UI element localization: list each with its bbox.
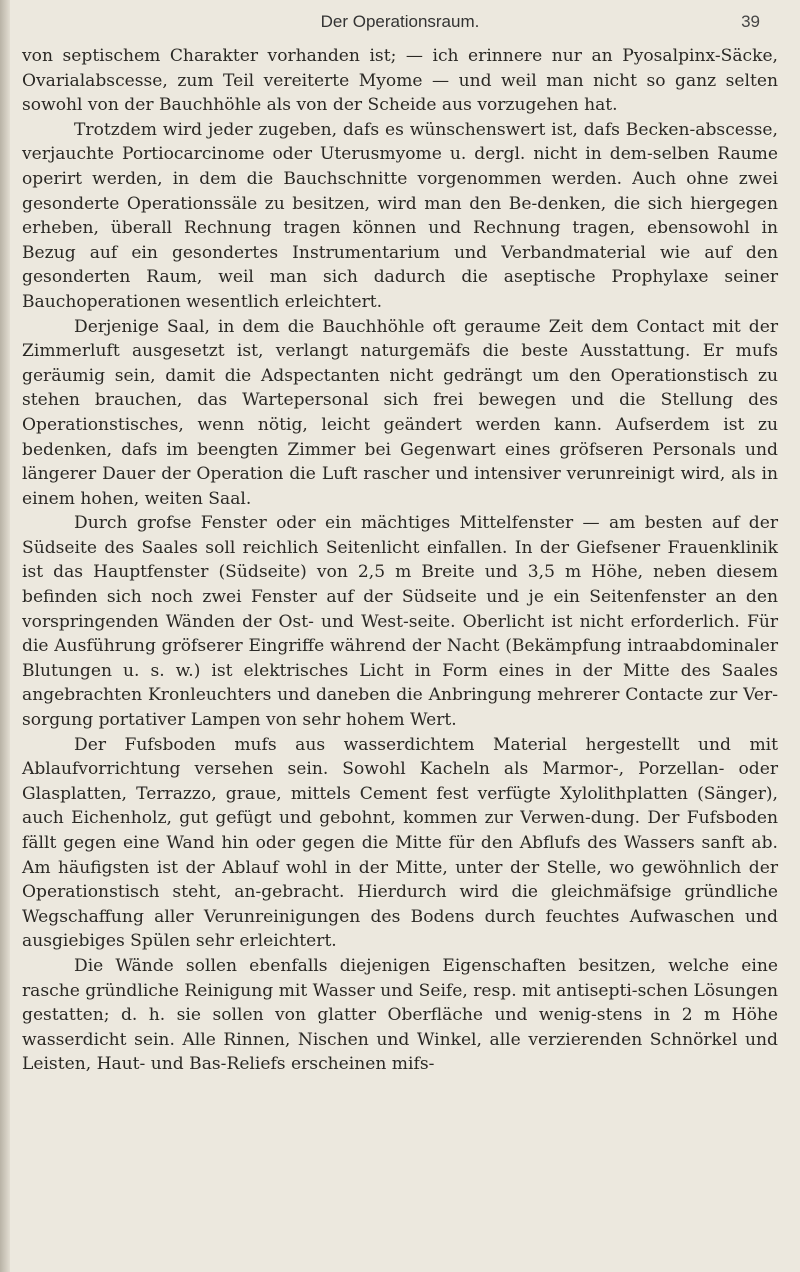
page-number: 39 [741, 12, 760, 31]
running-title: Der Operationsraum. [320, 12, 480, 31]
paragraph-4: Durch grofse Fenster oder ein mächtiges Mittelfenster — am besten auf der Südseite des Saales soll reichlich Seitenlicht einfallen. In der Giefsener Frauenklinik ist das Hauptfenster (Südseite) von 2,5 m Breite und 3,5 m Höhe, neben diesem befinden sich noch zwei Fenster auf der Südseite und je ein Seitenfenster an den vorspringenden Wänden der Ost- und West-seite. Oberlicht ist nicht erforderlich. Für die Ausführung gröfserer Eingriffe während der Nacht (Bekämpfung intraabdominaler Blutungen u. s. w.) ist elektrisches Licht in Form eines in der Mitte des Saales angebrachten Kronleuchters und daneben die Anbringung mehrerer Contacte zur Ver-sorgung portativer Lampen von sehr hohem Wert. [22, 513, 778, 731]
paragraph-6: Die Wände sollen ebenfalls diejenigen Eigenschaften besitzen, welche eine rasche gründliche Reinigung mit Wasser und Seife, resp. mit antisepti-schen Lösungen gestatten; d. h. sie sollen von glatter Oberfläche und wenig-stens in 2 m Höhe wasserdicht sein. Alle Rinnen, Nischen und Winkel, alle verzierenden Schnörkel und Leisten, Haut- und Bas-Reliefs erscheinen mifs- [22, 955, 778, 1075]
paragraph-3: Derjenige Saal, in dem die Bauchhöhle oft geraume Zeit dem Contact mit der Zimmerluft ausgesetzt ist, verlangt naturgemäfs die beste Ausstattung. Er mufs geräumig sein, damit die Adspectanten nicht gedrängt um den Operationstisch zu stehen brauchen, das Wartepersonal sich frei bewegen und die Stellung des Operationstisches, wenn nötig, leicht geändert werden kann. Aufserdem ist zu bedenken, dafs im beengten Zimmer bei Gegenwart eines gröfseren Personals und längerer Dauer der Operation die Luft rascher und intensiver verunreinigt wird, als in einem hohen, weiten Saal. [22, 316, 778, 509]
binding-gutter [0, 0, 10, 1272]
paragraph-5: Der Fufsboden mufs aus wasserdichtem Material hergestellt und mit Ablaufvorrichtung versehen sein. Sowohl Kacheln als Marmor-, Porzellan- oder Glasplatten, Terrazzo, graue, mittels Cement fest verfügte Xylolithplatten (Sänger), auch Eichenholz, gut gefügt und gebohnt, kommen zur Verwen-dung. Der Fufsboden fällt gegen eine Wand hin oder gegen die Mitte für den Abflufs des Wassers sanft ab. Am häufigsten ist der Ablauf wohl in der Mitte, unter der Stelle, wo gewöhnlich der Operationstisch steht, an-gebracht. Hierdurch wird die gleichmäfsige gründliche Wegschaffung aller Verunreinigungen des Bodens durch feuchtes Aufwaschen und ausgiebiges Spülen sehr erleichtert. [22, 734, 778, 952]
paragraph-2: Trotzdem wird jeder zugeben, dafs es wünschenswert ist, dafs Becken-abscesse, verjauchte Portiocarcinome oder Uterusmyome u. dergl. nicht in dem-selben Raume operirt werden, in dem die Bauchschnitte vorgenommen werden. Auch ohne zwei gesonderte Operationssäle zu besitzen, wird man den Be-denken, die sich hiergegen erheben, überall Rechnung tragen können und Rechnung tragen, ebensowohl in Bezug auf ein gesondertes Instrumentarium und Verbandmaterial wie auf den gesonderten Raum, weil man sich dadurch die aseptische Prophylaxe seiner Bauchoperationen wesentlich erleichtert. [22, 119, 778, 312]
paragraph-1: von septischem Charakter vorhanden ist; — ich erinnere nur an Pyosalpinx-Säcke, Ovarialabscesse, zum Teil vereiterte Myome — und weil man nicht so ganz selten sowohl von der Bauchhöhle als von der Scheide aus vorzugehen hat. [22, 46, 778, 116]
running-head [0, 12, 800, 36]
body-text [22, 44, 778, 1077]
